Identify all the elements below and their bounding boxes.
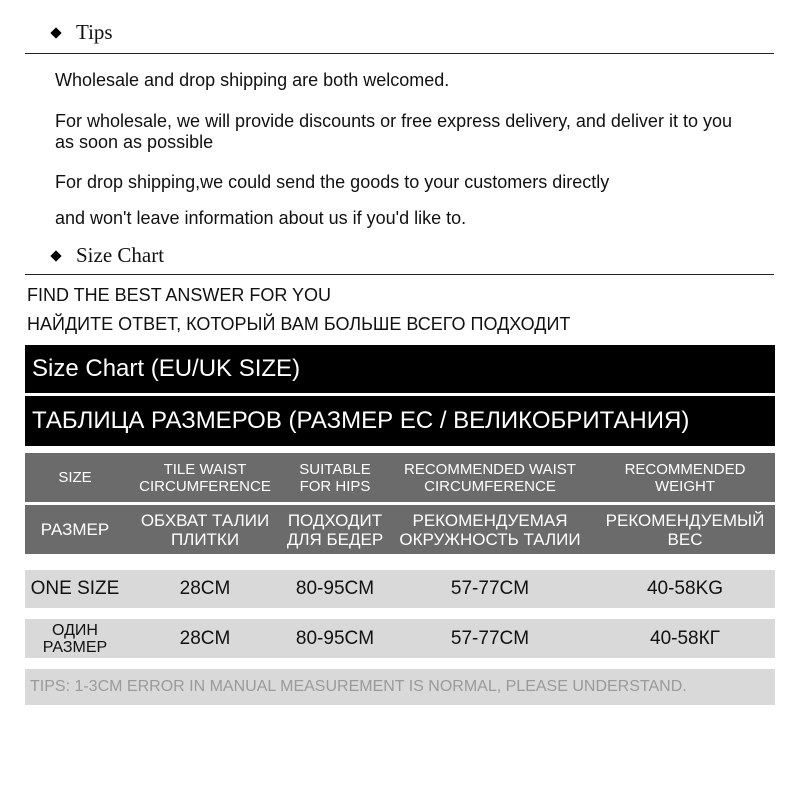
header-cell: РЕКОМЕНДУЕМЫЙ ВЕС [605, 510, 765, 549]
table-cell: 57-77CM [450, 578, 530, 599]
header-cell: ПОДХОДИТ ДЛЯ БЕДЕР [286, 510, 384, 549]
header-cell: SIZE [58, 469, 92, 486]
table-cell: 40-58КГ [650, 627, 720, 649]
table-cell: 57-77CM [450, 627, 530, 649]
table-row [25, 570, 775, 608]
header-cell: TILE WAIST CIRCUMFERENCE [139, 460, 271, 495]
tips-heading [52, 20, 113, 45]
size-chart-bar-en: Size Chart (EU/UK SIZE) [25, 345, 775, 393]
table-header-ru [25, 505, 775, 554]
size-chart-bar-ru: ТАБЛИЦА РАЗМЕРОВ (РАЗМЕР ЕС / ВЕЛИКОБРИТАНИЯ) [25, 396, 775, 446]
header-cell: РЕКОМЕНДУЕМАЯ ОКРУЖНОСТЬ ТАЛИИ [399, 510, 581, 549]
table-cell: 80-95CM [295, 627, 375, 649]
table-cell: 80-95CM [295, 578, 375, 599]
diamond-bullet-icon [50, 27, 61, 38]
tips-line: For wholesale, we will provide discounts or free express delivery, and deliver it to you as soon as possible [55, 111, 732, 152]
header-cell: RECOMMENDED WEIGHT [624, 460, 746, 495]
size-chart-heading [52, 243, 164, 268]
tips-heading-text: Tips [76, 20, 113, 44]
divider [25, 274, 774, 275]
header-cell: RECOMMENDED WAIST CIRCUMFERENCE [404, 460, 576, 495]
tips-line: Wholesale and drop shipping are both welcomed. [55, 70, 450, 90]
table-cell: 28CM [179, 578, 231, 599]
table-cell: 28CM [179, 627, 231, 649]
table-cell: ОДИН РАЗМЕР [42, 621, 108, 656]
divider [25, 53, 774, 54]
find-answer-en: FIND THE BEST ANSWER FOR YOU [27, 285, 332, 305]
tips-line: and won't leave information about us if you'd like to. [55, 208, 467, 228]
find-answer-ru: НАЙДИТЕ ОТВЕТ, КОТОРЫЙ ВАМ БОЛЬШЕ ВСЕГО ПОДХОДИТ [27, 314, 571, 334]
diamond-bullet-icon [50, 250, 61, 261]
header-cell: ОБХВАТ ТАЛИИ ПЛИТКИ [140, 510, 270, 549]
tips-line: For drop shipping,we could send the goods to your customers directly [55, 172, 610, 192]
table-cell: ONE SIZE [30, 578, 120, 599]
table-row [25, 619, 775, 658]
size-chart-heading-text: Size Chart [76, 243, 165, 267]
table-header-en [25, 453, 775, 502]
header-cell: SUITABLE FOR HIPS [299, 460, 371, 495]
table-cell: 40-58KG [646, 578, 724, 599]
tips-footer: TIPS: 1-3CM ERROR IN MANUAL MEASUREMENT IS NORMAL, PLEASE UNDERSTAND. [25, 669, 775, 705]
header-cell: РАЗМЕР [40, 520, 110, 539]
